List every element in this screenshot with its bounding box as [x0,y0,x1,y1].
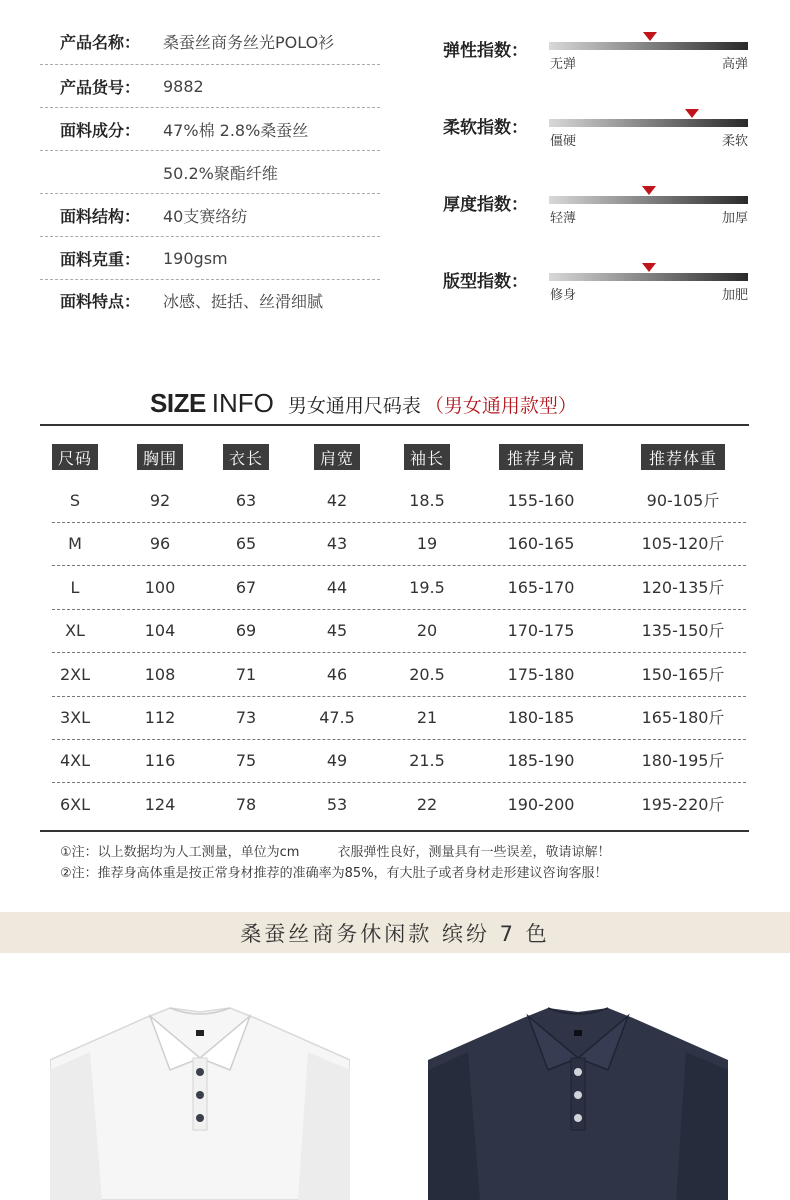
size-table-header-cell: 衣长 [223,444,269,470]
spec-label: 产品名称： [60,32,141,52]
size-info-highlight: （男女通用款型） [424,395,577,417]
size-table-cell: 67 [235,577,257,597]
size-table-cell: 45 [326,621,348,641]
size-table-header-cell: 推荐体重 [641,444,725,470]
size-table-cell: 96 [149,534,171,554]
size-table-header-cell: 肩宽 [314,444,360,470]
size-table-cell: 112 [144,708,176,727]
index-title: 厚度指数： [443,195,528,215]
note-1-measure: ①注：以上数据均为人工测量，单位为cm [60,845,300,860]
size-table-cell: 2XL [59,664,91,684]
index-title: 弹性指数： [443,41,528,61]
size-info-title-light: INFO [211,388,274,418]
size-table-cell: 100 [144,577,176,597]
index-marker-icon [685,109,699,118]
spec-value: 9882 [163,76,204,96]
size-table-row [0,567,790,610]
index-high-label: 加厚 [721,211,748,226]
spec-label: 面料成分： [60,120,141,140]
size-table-cell: 69 [235,621,257,641]
size-table-cell: 180-195斤 [641,751,725,771]
spec-row [40,237,380,280]
size-notes [60,842,610,884]
size-table-cell: 120-135斤 [641,577,725,597]
index-high-label: 柔软 [721,134,748,149]
size-table-cell: 63 [235,491,257,510]
size-table-header-cell: 推荐身高 [499,444,583,470]
size-table-cell: 21.5 [409,751,445,771]
size-table-cell: 155-160 [507,491,575,510]
size-table-cell: 185-190 [507,751,575,771]
size-table-cell: M [68,534,82,554]
size-table-row [0,523,790,566]
size-table-cell: 43 [326,534,348,554]
size-table-cell: 21 [416,708,438,727]
size-table-cell: 175-180 [507,664,575,684]
navy-polo-shirt-image [428,1000,728,1200]
size-info-heading [150,388,577,422]
size-table-cell: 165-180斤 [641,708,725,727]
size-table-cell: 160-165 [507,534,575,554]
index-marker-icon [642,186,656,195]
index-title: 版型指数： [443,272,528,292]
size-table-cell: 92 [149,491,171,510]
index-low-label: 僵硬 [550,134,577,149]
size-table-cell: 65 [235,534,257,554]
size-table-cell: 3XL [59,708,91,727]
index-high-label: 高弹 [721,57,748,72]
index-marker-icon [642,263,656,272]
table-top-rule [40,424,749,426]
size-table-cell: 46 [326,664,348,684]
size-table-cell: L [70,577,80,597]
size-table-cell: 170-175 [507,621,575,641]
size-table-cell: 6XL [59,794,91,814]
index-high-label: 加肥 [721,288,748,303]
size-table-header-cell: 胸围 [137,444,183,470]
size-table-cell: 18.5 [409,491,445,510]
size-table-cell: 19.5 [409,577,445,597]
spec-row [40,194,380,237]
white-polo-shirt-image [50,1000,350,1200]
note-2: ②注：推荐身高体重是按正常身材推荐的准确率为85%，有大肚子或者身材走形建议咨询客服！ [60,866,608,881]
spec-row [40,18,380,65]
size-table-cell: 165-170 [507,577,575,597]
size-table-cell: 42 [326,491,348,510]
index-low-label: 无弹 [550,57,577,72]
size-table-cell: 20 [416,621,438,641]
size-table-cell: 150-165斤 [641,664,725,684]
size-table-row [0,784,790,827]
spec-value: 40支赛络纺 [163,206,248,226]
spec-value: 47%棉 2.8%桑蚕丝 [163,120,309,140]
size-table-cell: 116 [144,751,176,771]
size-table-row [0,610,790,653]
spec-value: 50.2%聚酯纤维 [163,163,278,183]
spec-value: 冰感、挺括、丝滑细腻 [163,291,324,311]
size-table-cell: 71 [235,664,257,684]
size-table-cell: 73 [235,708,257,727]
banner-text: 桑蚕丝商务休闲款 缤纷 7 色 [240,921,550,946]
size-table-cell: 104 [144,621,176,641]
spec-row [40,108,380,151]
note-1-error: 衣服弹性良好，测量具有一些误差，敬请谅解！ [337,845,611,860]
size-table-cell: 108 [144,664,176,684]
spec-row [40,151,380,194]
index-title: 柔软指数： [443,118,528,138]
product-spec-list [40,18,380,320]
index-low-label: 修身 [550,288,577,303]
size-info-title-bold: SIZE [150,388,206,418]
size-table-cell: 195-220斤 [641,794,725,814]
color-banner [0,912,790,953]
spec-label: 产品货号： [60,77,141,97]
size-table-header-cell: 袖长 [404,444,450,470]
size-table-cell: 124 [144,794,176,814]
index-gradient-bar [549,273,748,281]
size-table-row [0,654,790,697]
size-table-cell: 53 [326,794,348,814]
size-table-cell: 78 [235,794,257,814]
size-table-cell: 47.5 [319,708,355,727]
size-table-cell: 19 [416,534,438,554]
spec-value: 桑蚕丝商务丝光POLO衫 [163,32,335,52]
size-table-cell: 75 [235,751,257,771]
size-info-subtitle: 男女通用尺码表 [287,395,421,417]
size-table-row [0,480,790,523]
size-table-cell: XL [65,621,85,641]
size-table-row [0,697,790,740]
size-table-header-cell: 尺码 [52,444,98,470]
size-table-cell: 190-200 [507,794,575,814]
size-table-row [0,740,790,783]
index-marker-icon [643,32,657,41]
size-table-cell: 135-150斤 [641,621,725,641]
size-table-cell: 20.5 [409,664,445,684]
spec-label: 面料特点： [60,291,141,311]
index-low-label: 轻薄 [550,211,577,226]
spec-value: 190gsm [163,248,228,268]
spec-label: 面料结构： [60,206,141,226]
table-bottom-rule [40,830,749,832]
size-table-cell: 90-105斤 [646,491,720,510]
size-table-cell: S [69,491,81,510]
spec-row [40,65,380,108]
size-table-cell: 180-185 [507,708,575,727]
spec-row [40,280,380,320]
note-1 [60,842,610,863]
index-gradient-bar [549,42,748,50]
spec-label: 面料克重： [60,249,141,269]
index-gradient-bar [549,196,748,204]
size-table-cell: 44 [326,577,348,597]
index-gradient-bar [549,119,748,127]
size-table-cell: 22 [416,794,438,814]
size-table-cell: 105-120斤 [641,534,725,554]
size-table-cell: 4XL [59,751,91,771]
size-table-cell: 49 [326,751,348,771]
size-table-header [0,444,790,470]
